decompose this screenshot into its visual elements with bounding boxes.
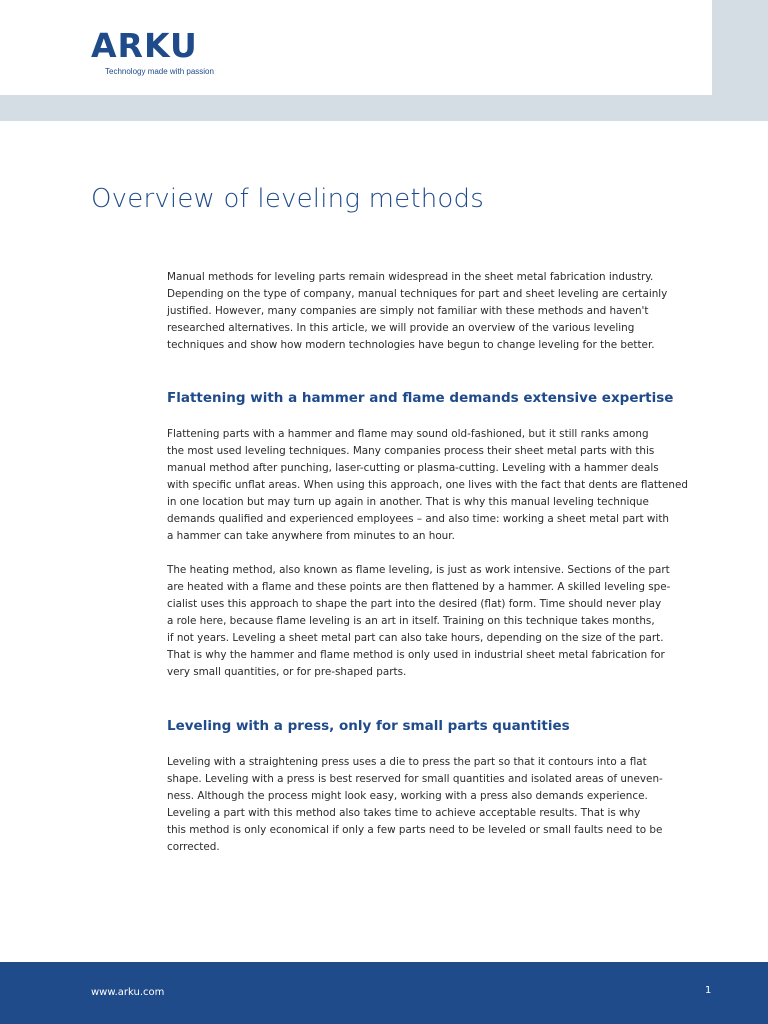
- press-paragraph: [167, 754, 677, 856]
- text-line: Flattening parts with a hammer and flame may sound old-fashioned, but it still ranks among: [167, 428, 649, 440]
- text-line: demands qualified and experienced employees – and also time: working a sheet metal part with: [167, 513, 669, 525]
- text-line: Leveling a part with this method also takes time to achieve acceptable results. That is why: [167, 807, 641, 819]
- logo-tagline: Technology made with passion: [105, 67, 214, 76]
- text-line: a role here, because flame leveling is an art in itself. Training on this technique takes months,: [167, 615, 655, 627]
- article-body: [167, 269, 688, 856]
- flame-paragraph: [167, 562, 677, 681]
- text-line: manual method after punching, laser-cutting or plasma-cutting. Leveling with a hammer deals: [167, 462, 659, 474]
- text-line: Manual methods for leveling parts remain widespread in the sheet metal fabrication industry.: [167, 271, 654, 283]
- text-line: researched alternatives. In this article, we will provide an overview of the various leveling: [167, 322, 635, 334]
- text-line: a hammer can take anywhere from minutes to an hour.: [167, 530, 455, 542]
- section-heading-hammer-flame: Flattening with a hammer and flame demands extensive expertise: [167, 390, 674, 406]
- header-gray-stripe: [0, 95, 768, 121]
- page-number: 1: [705, 985, 712, 996]
- text-line: The heating method, also known as flame leveling, is just as work intensive. Sections of the part: [167, 564, 670, 576]
- footer-bar: [0, 962, 768, 1024]
- text-line: That is why the hammer and flame method is only used in industrial sheet metal fabrication for: [167, 649, 665, 661]
- text-line: if not years. Leveling a sheet metal part can also take hours, depending on the size of the part.: [167, 632, 664, 644]
- text-line: Leveling with a straightening press uses a die to press the part so that it contours into a flat: [167, 756, 647, 768]
- text-line: justified. However, many companies are simply not familiar with these methods and haven't: [167, 305, 649, 317]
- text-line: corrected.: [167, 841, 220, 853]
- arku-logo: [91, 28, 251, 80]
- text-line: ness. Although the process might look easy, working with a press also demands experience.: [167, 790, 648, 802]
- text-line: Depending on the type of company, manual techniques for part and sheet leveling are certainly: [167, 288, 668, 300]
- logo-wordmark: ARKU: [91, 26, 198, 65]
- text-line: cialist uses this approach to shape the part into the desired (flat) form. Time should never play: [167, 598, 662, 610]
- page-title: Overview of leveling methods: [91, 184, 484, 214]
- text-line: this method is only economical if only a few parts need to be leveled or small faults need to be: [167, 824, 663, 836]
- section-heading-press: Leveling with a press, only for small parts quantities: [167, 718, 570, 734]
- text-line: with specific unflat areas. When using this approach, one lives with the fact that dents are flattened: [167, 479, 688, 491]
- text-line: are heated with a flame and these points are then flattened by a hammer. A skilled leveling spe-: [167, 581, 671, 593]
- text-line: in one location but may turn up again in another. That is why this manual leveling technique: [167, 496, 649, 508]
- text-line: very small quantities, or for pre-shaped parts.: [167, 666, 407, 678]
- text-line: shape. Leveling with a press is best reserved for small quantities and isolated areas of uneven-: [167, 773, 663, 785]
- hammer-paragraph: [167, 426, 688, 545]
- intro-paragraph: [167, 269, 677, 354]
- text-line: the most used leveling techniques. Many companies process their sheet metal parts with this: [167, 445, 655, 457]
- text-line: techniques and show how modern technologies have begun to change leveling for the better.: [167, 339, 655, 351]
- header-gray-corner: [712, 0, 768, 121]
- footer-website-link[interactable]: www.arku.com: [91, 987, 165, 998]
